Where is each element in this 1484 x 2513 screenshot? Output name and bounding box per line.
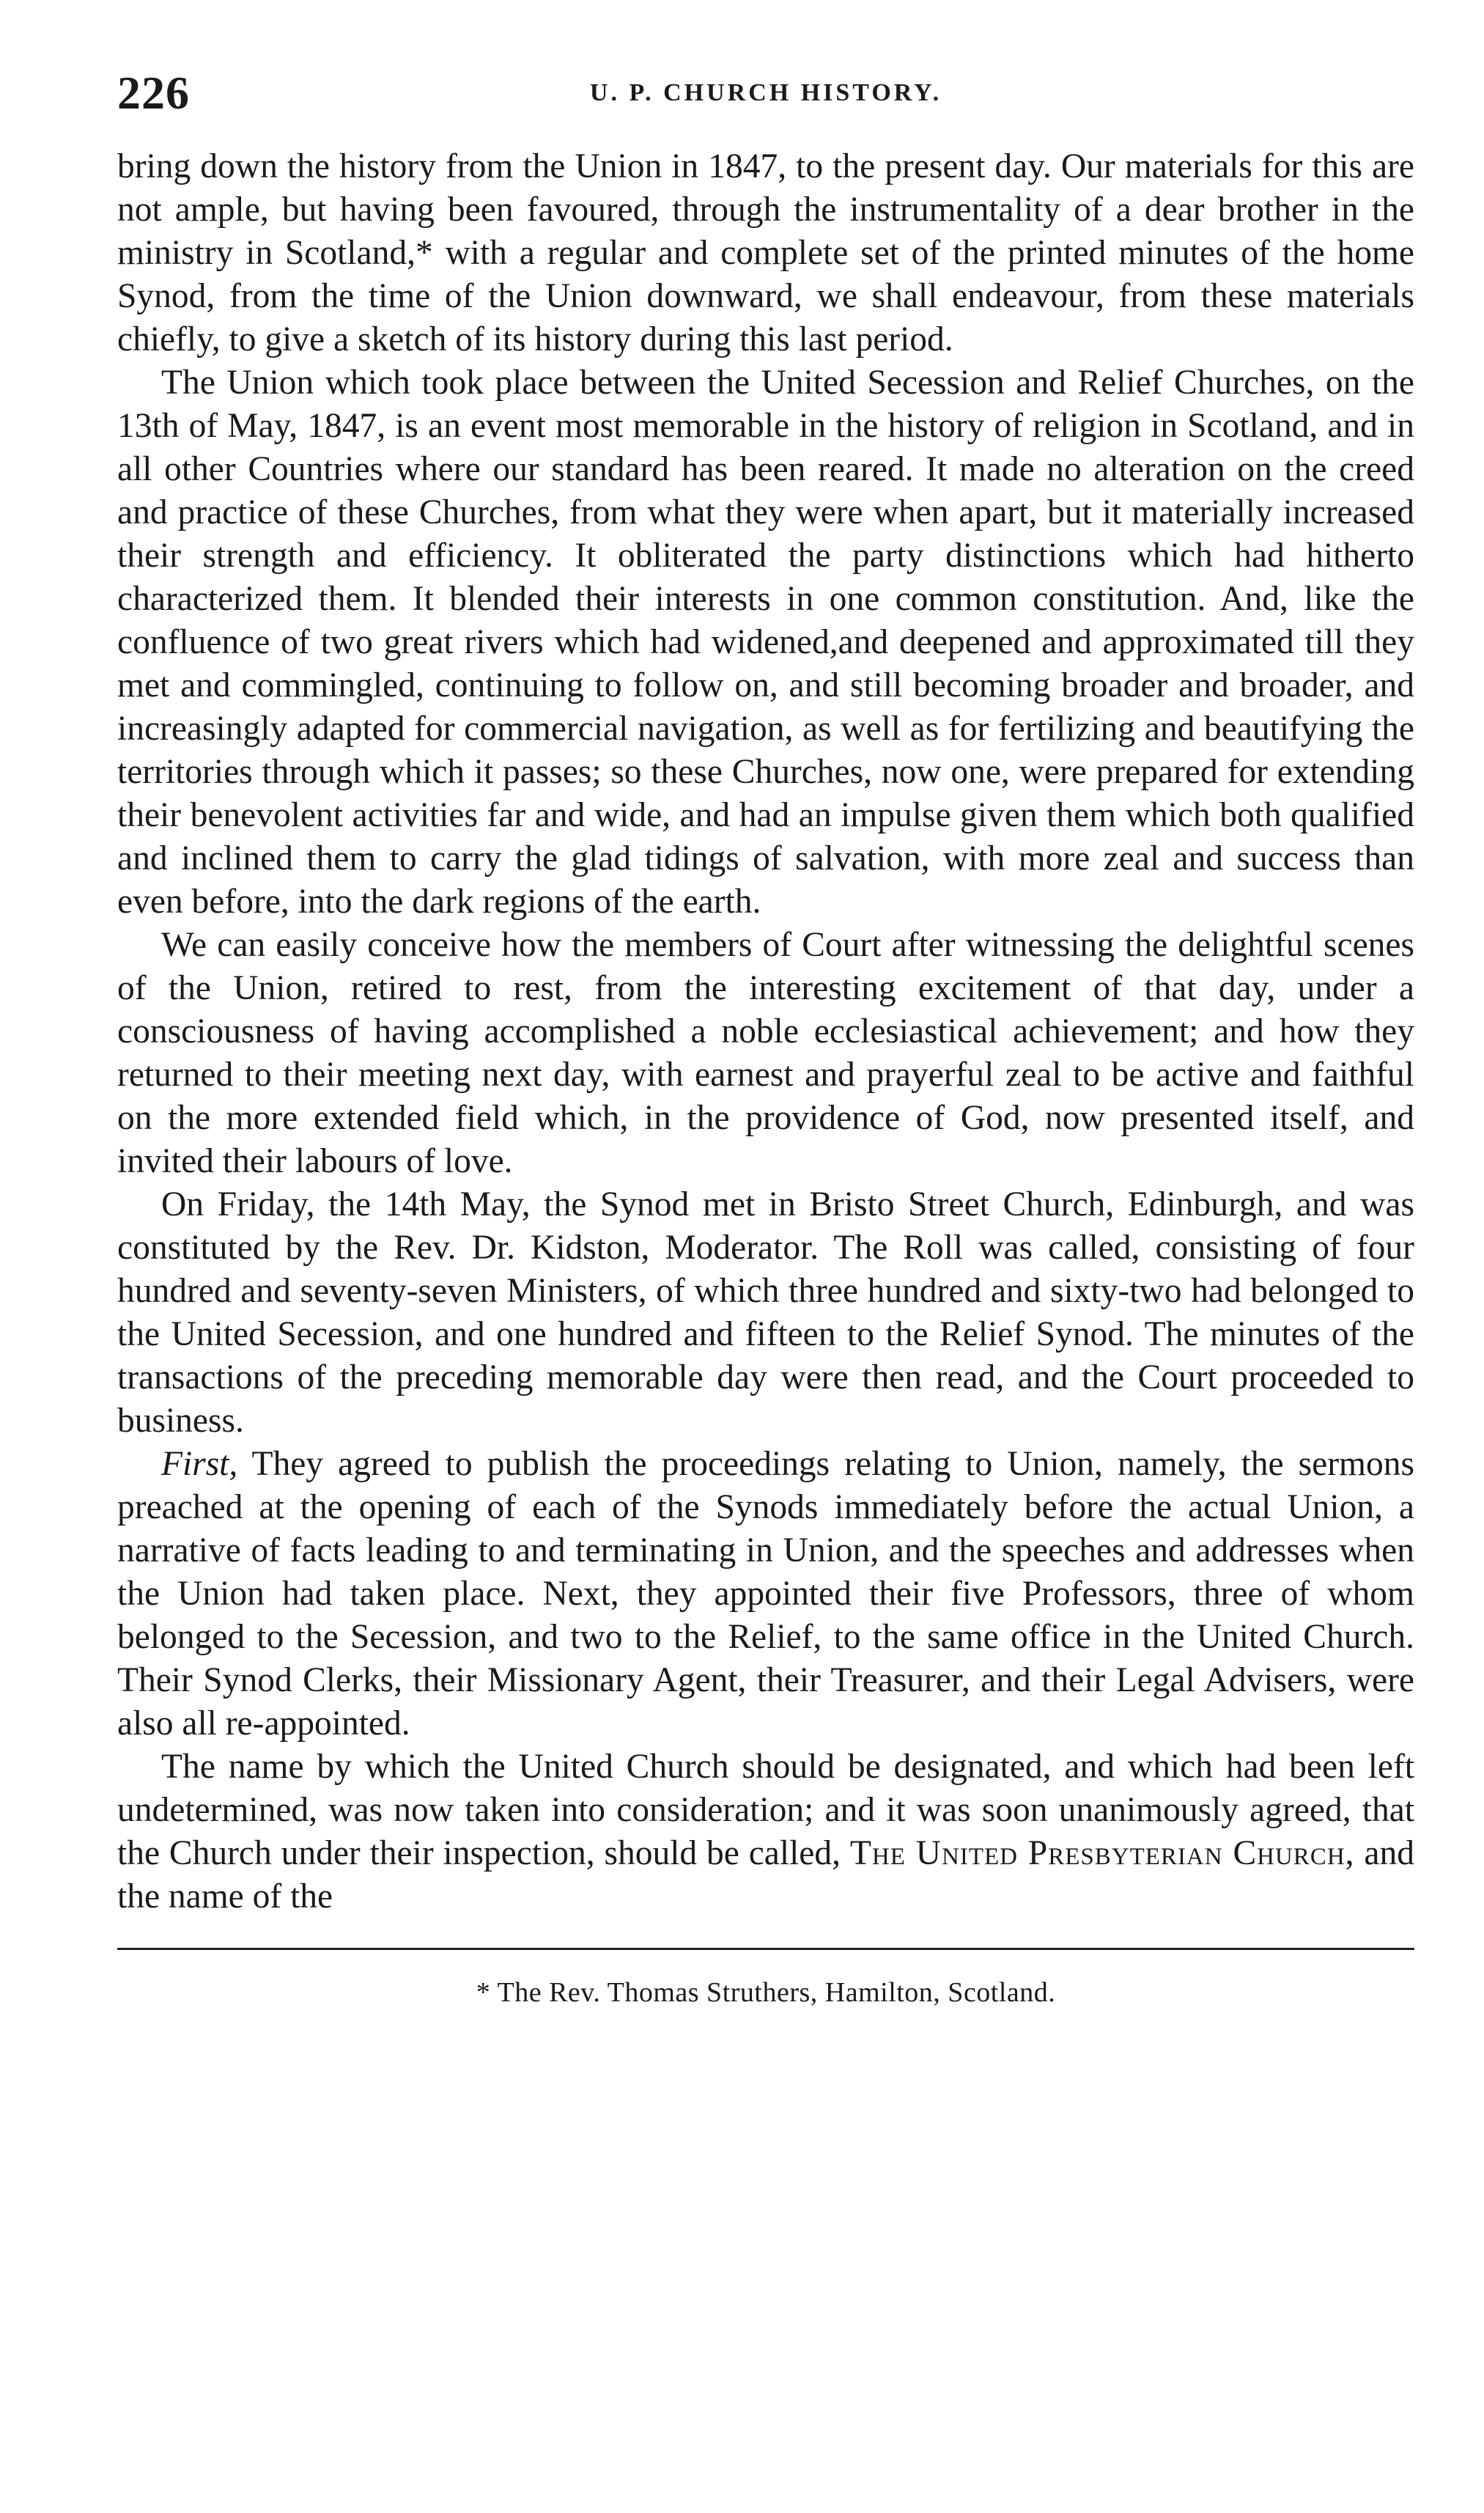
paragraph-text: bring down the history from the Union in 1847, to the present day. Our materials for this are not ample, but having been favoured, through the instrumentality of a dear brother in the ministry in Scotland,* with a regular and complete set of the printed minutes of the home Synod, from the time of the Union downward, we shall endeavour, from these materials chiefly, to give a sketch of its history during this last period. (117, 147, 1414, 358)
church-name-small-caps: The United Presbyterian Church, (849, 1834, 1355, 1872)
page-number: 226 (117, 67, 190, 119)
paragraph-tail: and the name of the (117, 1834, 1414, 1916)
body-text (117, 145, 1414, 1918)
paragraph-lead-italic: First, (161, 1445, 238, 1483)
running-head (117, 51, 1414, 139)
paragraph-text: The Union which took place between the United Secession and Relief Churches, on the 13th of May, 1847, is an event most memorable in the history of religion in Scotland, and in all other Countries where our standard has been reared. It made no alteration on the creed and practice of these Churches, from what they were when apart, but it materially increased their strength and efficiency. It obliterated the party distinctions which had hitherto characterized them. It blended their interests in one common constitution. And, like the confluence of two great rivers which had widened,and deepened and approximated till they met and commingled, continuing to follow on, and still becoming broader and broader, and increasingly adapted for commercial navigation, as well as for fertilizing and beautifying the territories through which it passes; so these Churches, now one, were prepared for extending their benevolent activities far and wide, and had an impulse given them which both qualified and inclined them to carry the glad tidings of salvation, with more zeal and success than even before, into the dark regions of the earth. (117, 364, 1414, 921)
footnote: * The Rev. Thomas Struthers, Hamilton, Scotland. (476, 1977, 1056, 2008)
footnote-divider (117, 1948, 1414, 1950)
paragraph-church-name (117, 1745, 1414, 1918)
paragraph-members-of-court (117, 924, 1414, 1183)
paragraph-synod-meeting (117, 1183, 1414, 1443)
running-title: U. P. CHURCH HISTORY. (589, 79, 942, 106)
paragraph-union (117, 361, 1414, 924)
paragraph-text: The name by which the United Church should be designated, and which had been left undetermined, was now taken into consideration; and it was soon unanimously agreed, that the Church under their inspection, should be called, (117, 1748, 1414, 1872)
paragraph-text: We can easily conceive how the members of Court after witnessing the delightful scenes of the Union, retired to rest, from the interesting excitement of that day, under a consciousness of having accomplished a noble ecclesiastical achievement; and how they returned to their meeting next day, with earnest and prayerful zeal to be active and faithful on the more extended field which, in the providence of God, now presented itself, and invited their labours of love. (117, 926, 1414, 1180)
book-page (117, 51, 1414, 2492)
paragraph-text: They agreed to publish the proceedings relating to Union, namely, the sermons preached at the opening of each of the Synods immediately before the actual Union, a narrative of facts leading to and terminating in Union, and the speeches and addresses when the Union had taken place. Next, they appointed their five Professors, three of whom belonged to the Secession, and two to the Relief, to the same office in the United Church. Their Synod Clerks, their Missionary Agent, their Treasurer, and their Legal Advisers, were also all re-appointed. (117, 1445, 1414, 1743)
paragraph-first-resolutions (117, 1443, 1414, 1745)
paragraph-text: On Friday, the 14th May, the Synod met in Bristo Street Church, Edinburgh, and was constituted by the Rev. Dr. Kidston, Moderator. The Roll was called, consisting of four hundred and seventy-seven Ministers, of which three hundred and sixty-two had belonged to the United Secession, and one hundred and fifteen to the Relief Synod. The minutes of the transactions of the preceding memorable day were then read, and the Court proceeded to business. (117, 1185, 1414, 1440)
paragraph-continuation (117, 145, 1414, 361)
